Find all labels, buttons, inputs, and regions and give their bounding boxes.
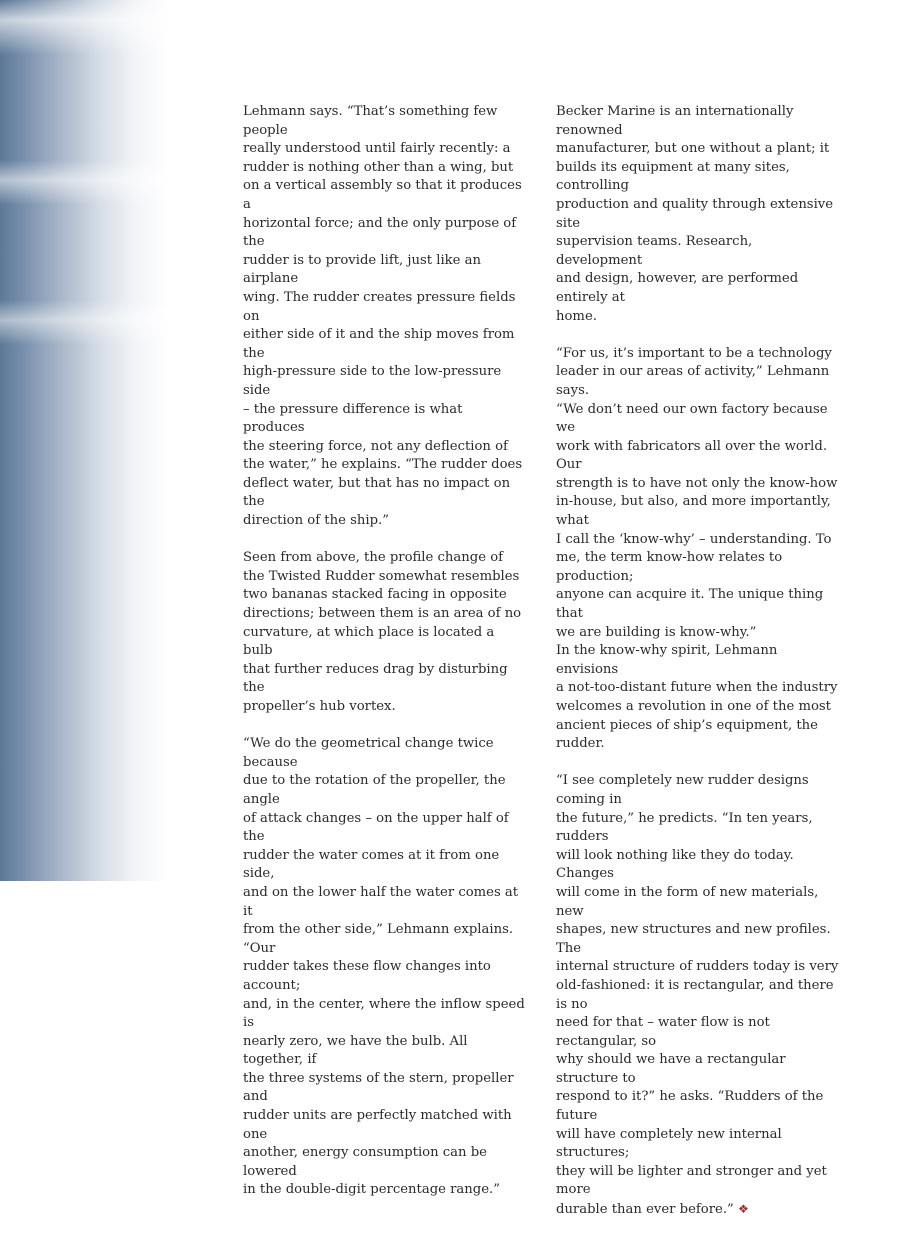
paragraph: Becker Marine is an internationally renowned manufacturer, but one without a plant; it builds its equipment at many sites, controlling production and quality through extensive site supervision teams. Research, development and design, however, are performed entirely at home. [556,104,834,324]
end-of-article-icon: ❖ [737,1202,749,1217]
right-text-column [556,103,840,1238]
paragraph-text: “I see completely new rudder designs coming in the future,” he predicts. “In ten years, rudders will look nothing like they do today. Changes will come in the form of new materials, new shapes, new structures and new profiles. The internal structure of rudders today is very old-fashioned: it is rectangular, and there is no need for that – water flow is not rectangular, so why should we have a rectangular structure to respond to it?” he asks. “Rudders of the future will have completely new internal structures; they will be lighter and stronger and yet more durable than ever before.” [556,773,839,1218]
paragraph: In the know-why spirit, Lehmann envisions a not-too-distant future when the industry welcomes a revolution in one of the most ancient pieces of ship’s equipment, the rudder. [556,643,838,752]
paragraph: “For us, it’s important to be a technology leader in our areas of activity,” Lehmann says. “We don’t need our own factory because we work with fabricators all over the world. Our strength is to have not only the know-how in-house, but also, and more importantly, what I call the ‘know-why’ – understanding. To me, the term know-how relates to production; anyone can acquire it. The unique thing that we are building is know-why.” [556,345,838,640]
paragraph-final [556,772,840,1219]
paragraph: Lehmann says. “That’s something few people really understood until fairly recently: a rudder is nothing other than a wing, but on a vertical assembly so that it produces a horizontal force; and the only purpose of the rudder is to provide lift, just like an airplane wing. The rudder creates pressure fields on either side of it and the ship moves from the high-pressure side to the low-pressure side – the pressure difference is what produces the steering force, not any deflection of the water,” he explains. “The rudder does deflect water, but that has no impact on the direction of the ship.” [243,104,523,529]
paragraph: “We do the geometrical change twice because due to the rotation of the propeller, the angle of attack changes – on the upper half of the rudder the water comes at it from one side, and on the lower half the water comes at it from the other side,” Lehmann explains. “Our rudder takes these flow changes into account; and, in the center, where the inflow speed is nearly zero, we have the bulb. All together, if the three systems of the stern, propeller and rudder units are perfectly matched with one another, energy consumption can be lowered in the double-digit percentage range.” [243,736,525,1198]
paragraph: Seen from above, the profile change of the Twisted Rudder somewhat resembles two bananas stacked facing in opposite directions; between them is an area of no curvature, at which place is located a bulb that further reduces drag by disturbing the propeller’s hub vortex. [243,550,522,714]
left-text-column [243,103,527,1219]
decorative-edge-gradient [0,0,170,881]
